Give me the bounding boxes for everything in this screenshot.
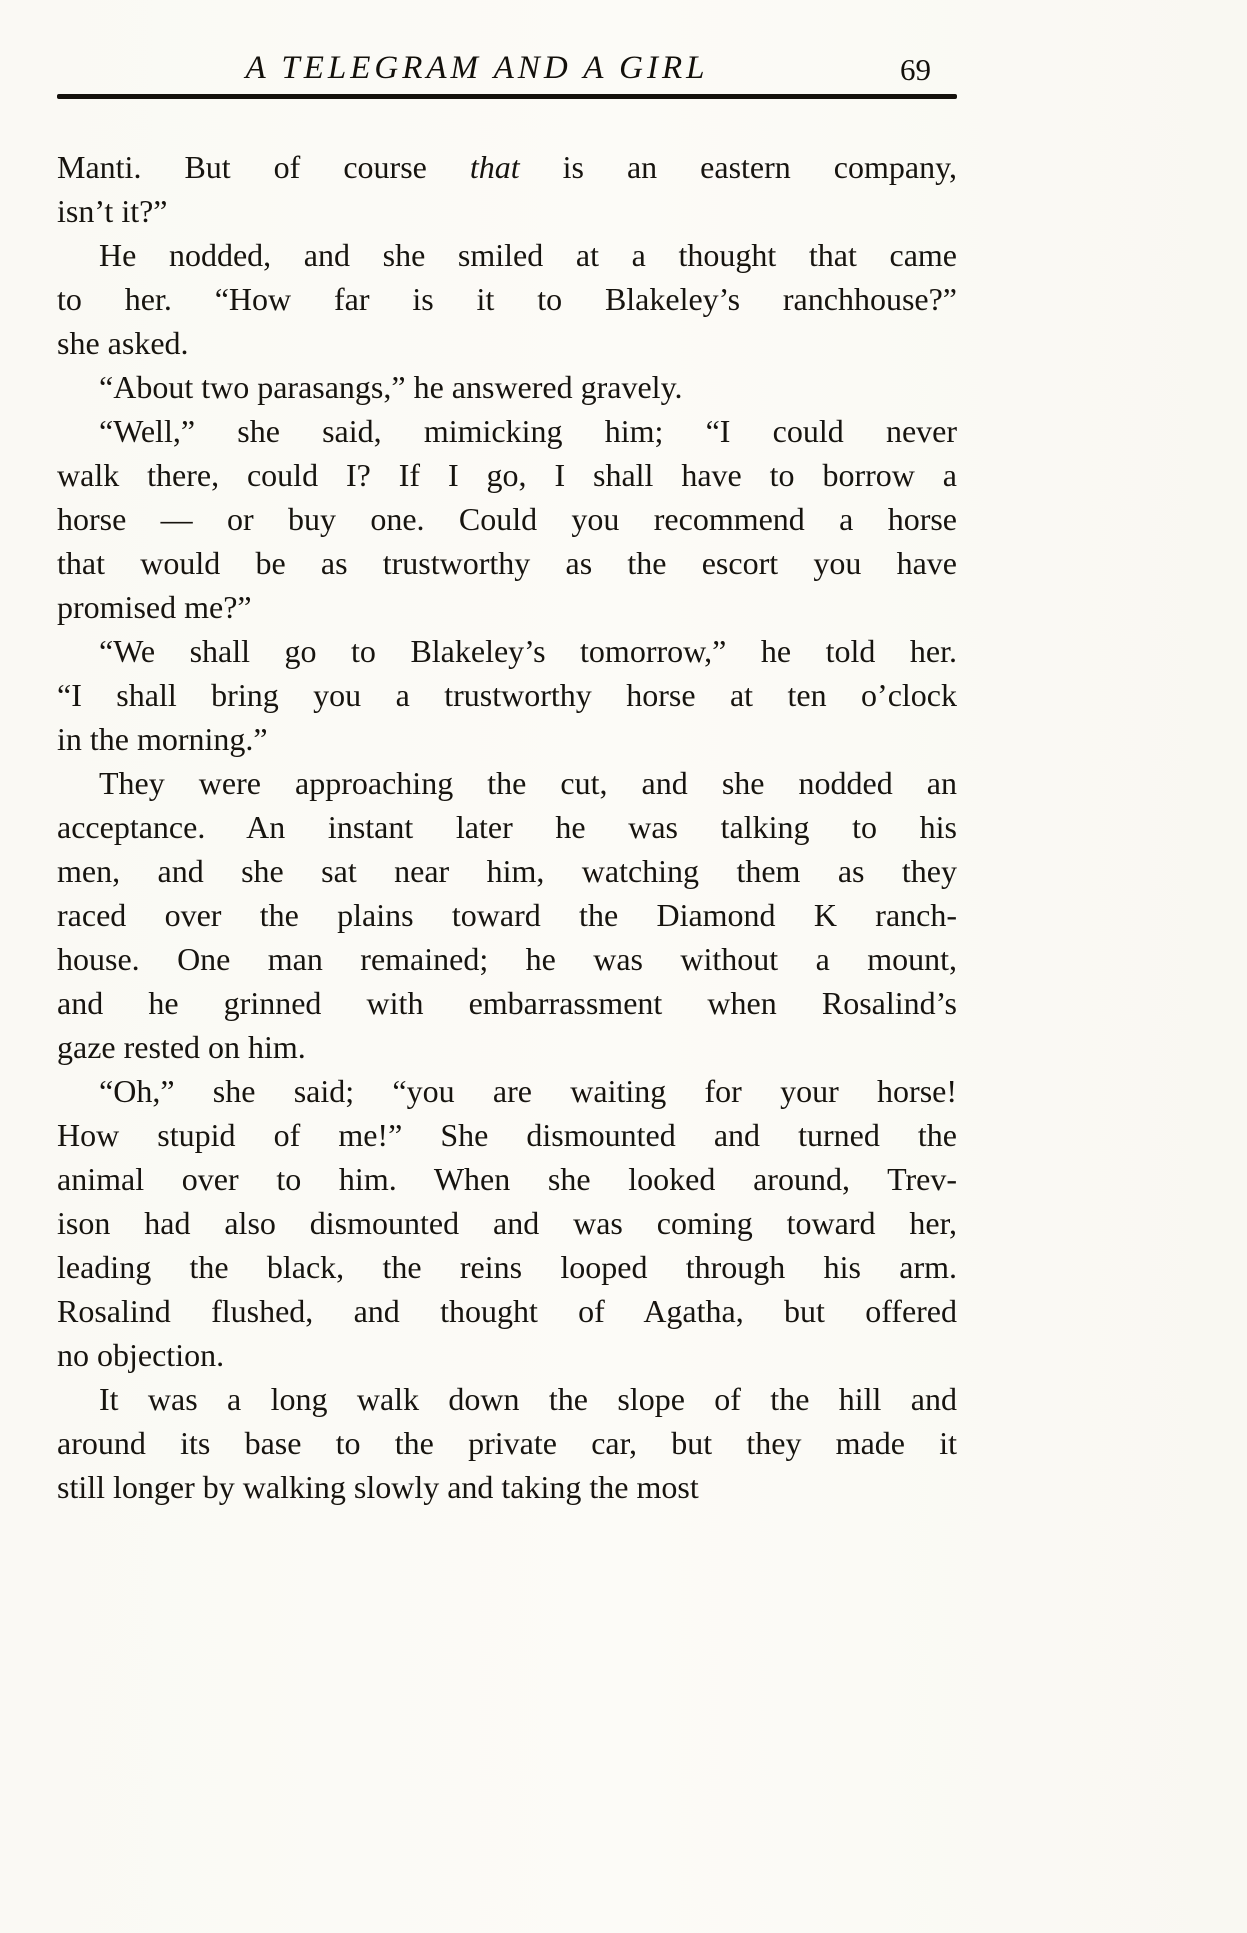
text-line: no objection.	[57, 1337, 225, 1373]
text-line: acceptance. An instant later he was talking to his	[57, 809, 957, 845]
text-line: gaze rested on him.	[57, 1029, 306, 1065]
text-line: horse — or buy one. Could you recommend a horse	[57, 501, 957, 537]
text-line: men, and she sat near him, watching them as they	[57, 853, 957, 889]
text-line: He nodded, and she smiled at a thought that came	[99, 237, 957, 273]
text-line: around its base to the private car, but they made it	[57, 1425, 957, 1461]
text-line: “About two parasangs,” he answered gravely.	[99, 369, 683, 405]
text-line: isn’t it?”	[57, 193, 168, 229]
text-line: Manti. But of course that is an eastern company,	[57, 149, 957, 185]
text-line: It was a long walk down the slope of the hill and	[99, 1381, 957, 1417]
text-line: “I shall bring you a trustworthy horse at ten o’clock	[57, 677, 957, 713]
text-line: walk there, could I? If I go, I shall have to borrow a	[57, 457, 957, 493]
text-line: promised me?”	[57, 589, 252, 625]
text-line: that would be as trustworthy as the escort you have	[57, 545, 957, 581]
text-line: still longer by walking slowly and taking the most	[57, 1469, 699, 1505]
text-line: she asked.	[57, 325, 189, 361]
text-block	[57, 145, 957, 1509]
text-line: in the morning.”	[57, 721, 268, 757]
paragraph	[57, 145, 957, 233]
paragraph	[57, 629, 957, 761]
paragraph	[57, 409, 957, 629]
paragraph	[57, 1377, 957, 1509]
text-line: “We shall go to Blakeley’s tomorrow,” he told her.	[99, 633, 957, 669]
text-line: They were approaching the cut, and she nodded an	[99, 765, 957, 801]
text-line: How stupid of me!” She dismounted and turned the	[57, 1117, 957, 1153]
text-line: Rosalind flushed, and thought of Agatha, but offered	[57, 1293, 957, 1329]
text-line: animal over to him. When she looked around, Trev-	[57, 1161, 957, 1197]
text-line: “Well,” she said, mimicking him; “I could never	[99, 413, 957, 449]
text-line: “Oh,” she said; “you are waiting for your horse!	[99, 1073, 957, 1109]
text-line: and he grinned with embarrassment when Rosalind’s	[57, 985, 957, 1021]
header-rule	[57, 94, 957, 99]
text-line: house. One man remained; he was without a mount,	[57, 941, 957, 977]
paragraph	[57, 1069, 957, 1377]
page-number: 69	[900, 52, 931, 87]
text-line: leading the black, the reins looped through his arm.	[57, 1249, 957, 1285]
paragraph	[57, 365, 957, 409]
page-content	[57, 50, 957, 1509]
paragraph	[57, 233, 957, 365]
chapter-title: A TELEGRAM AND A GIRL	[245, 50, 709, 86]
text-line: ison had also dismounted and was coming toward her,	[57, 1205, 957, 1241]
text-line: raced over the plains toward the Diamond K ranch-	[57, 897, 957, 933]
running-head	[57, 50, 957, 98]
paragraph	[57, 761, 957, 1069]
text-line: to her. “How far is it to Blakeley’s ranchhouse?”	[57, 281, 957, 317]
